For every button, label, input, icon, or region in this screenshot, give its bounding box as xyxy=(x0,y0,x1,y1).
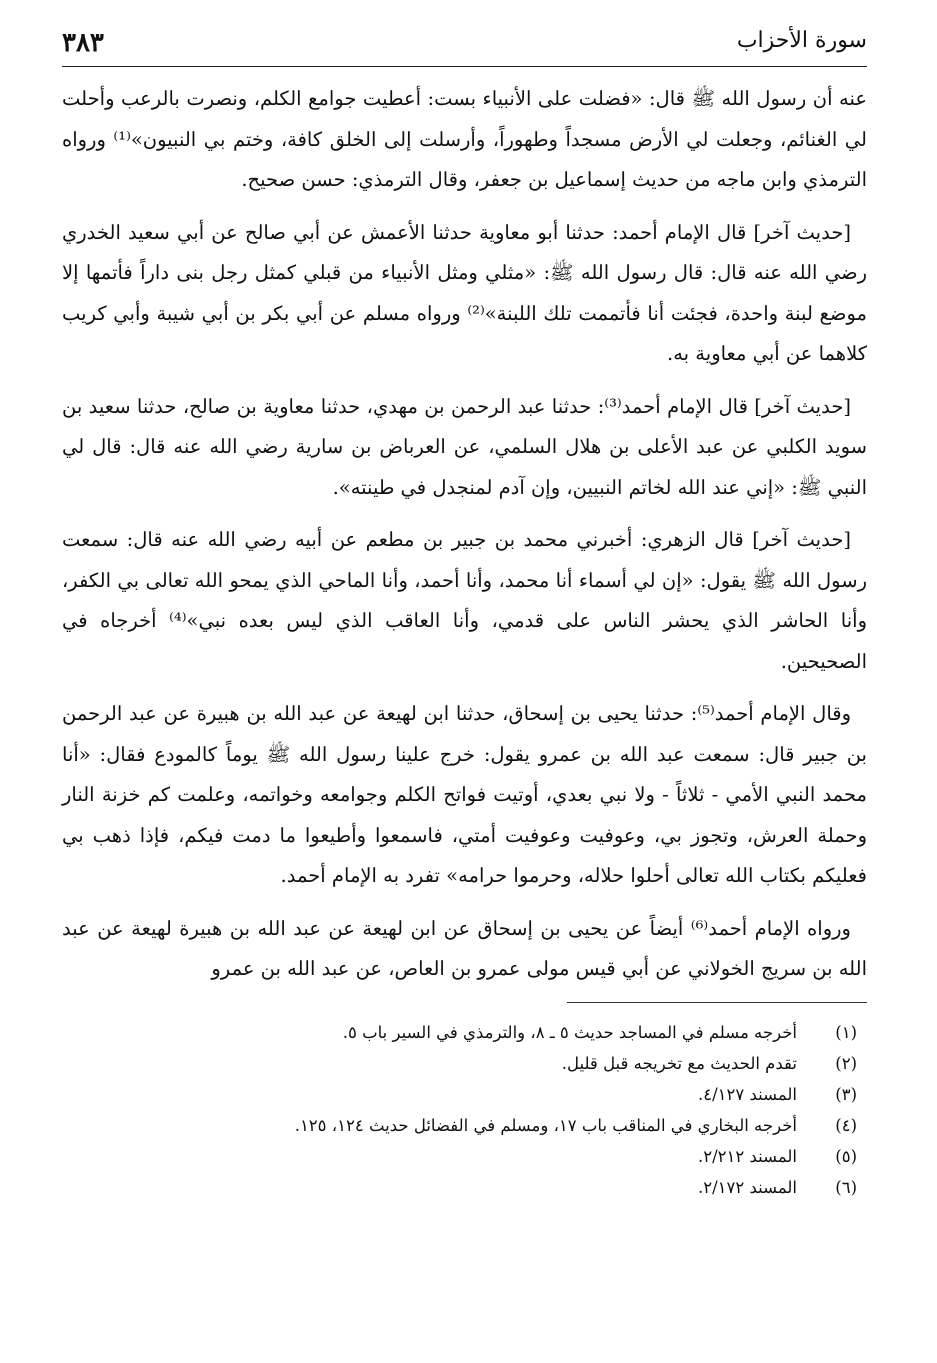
footnote-number: (٣) xyxy=(835,1084,857,1104)
footnote-text: المسند ٢/٢١٢. xyxy=(697,1146,797,1166)
footnote-number: (٥) xyxy=(835,1146,857,1166)
footnote-text: أخرجه البخاري في المناقب باب ١٧، ومسلم في الفضائل حديث ١٢٤، ١٢٥. xyxy=(294,1115,797,1135)
page-header xyxy=(62,22,867,67)
paragraph: ورواه الإمام أحمد⁽⁶⁾ أيضاً عن يحيى بن إسحاق عن ابن لهيعة عن عبد الله بن هبيرة لهيعة عن عبد الله بن سريج الخولاني عن أبي قيس مولى عمرو بن العاص، عن عبد الله بن عمرو xyxy=(62,916,867,980)
footnote-text: المسند ٢/١٧٢. xyxy=(697,1177,797,1197)
footnote-text: أخرجه مسلم في المساجد حديث ٥ ـ ٨، والترمذي في السير باب ٥. xyxy=(342,1022,797,1042)
paragraph: [حديث آخر] قال الإمام أحمد: حدثنا أبو معاوية حدثنا الأعمش عن أبي صالح عن أبي سعيد الخدري رضي الله عنه قال: قال رسول الله ﷺ: «مثلي ومثل الأنبياء من قبلي كمثل رجل بنى داراً فأتمها إلا موضع لبنة واحدة، فجئت أنا فأتممت تلك اللبنة»⁽²⁾ ورواه مسلم عن أبي بكر بن أبي شيبة وأبي كريب كلاهما عن أبي معاوية به. xyxy=(62,220,867,365)
paragraph: وقال الإمام أحمد⁽⁵⁾: حدثنا يحيى بن إسحاق، حدثنا ابن لهيعة عن عبد الله بن هبيرة عن عبد الرحمن بن جبير قال: سمعت عبد الله بن عمرو يقول: خرج علينا رسول الله ﷺ يوماً كالمودع فقال: «أنا محمد النبي الأمي - ثلاثاً - ولا نبي بعدي، أوتيت فواتح الكلم وجوامعه وخواتمه، وعلمت كم خزنة النار وحملة العرش، وتجوز بي، وعوفيت وعوفيت أمتي، فاسمعوا وأطيعوا ما دمت فيكم، فإذا ذهب بي فعليكم بكتاب الله تعالى أحلوا حلاله، وحرموا حرامه» تفرد به الإمام أحمد. xyxy=(62,702,867,887)
footnote-text: تقدم الحديث مع تخريجه قبل قليل. xyxy=(561,1053,797,1073)
footnote-item xyxy=(62,1017,867,1048)
footnote-number: (٤) xyxy=(835,1115,857,1135)
main-text xyxy=(62,79,867,990)
surah-title: سورة الأحزاب xyxy=(736,28,867,53)
book-page xyxy=(62,22,867,1342)
footnote-item xyxy=(62,1110,867,1141)
footnote-text: المسند ٤/١٢٧. xyxy=(697,1084,797,1104)
paragraph: [حديث آخر] قال الزهري: أخبرني محمد بن جبير بن مطعم عن أبيه رضي الله عنه قال: سمعت رسول الله ﷺ يقول: «إن لي أسماء أنا محمد، وأنا أحمد، وأنا الماحي الذي يمحو الله تعالى بي الكفر، وأنا الحاشر الذي يحشر الناس على قدمي، وأنا العاقب الذي ليس بعده نبي»⁽⁴⁾ أخرجاه في الصحيحين. xyxy=(62,528,867,673)
footnote-item xyxy=(62,1048,867,1079)
paragraph: عنه أن رسول الله ﷺ قال: «فضلت على الأنبياء بست: أعطيت جوامع الكلم، ونصرت بالرعب وأحلت لي الغنائم، وجعلت لي الأرض مسجداً وطهوراً، وأرسلت إلى الخلق كافة، وختم بي النبيون»⁽¹⁾ ورواه الترمذي وابن ماجه من حديث إسماعيل بن جعفر، وقال الترمذي: حسن صحيح. xyxy=(62,87,868,191)
footnote-item xyxy=(62,1172,867,1203)
footnote-number: (٢) xyxy=(835,1053,857,1073)
footnote-item xyxy=(62,1141,867,1172)
footnote-number: (٦) xyxy=(835,1177,857,1197)
footnote-item xyxy=(62,1079,867,1110)
footnote-number: (١) xyxy=(835,1022,857,1042)
page-number: ٣٨٣ xyxy=(62,28,104,58)
footnote-separator xyxy=(567,1002,867,1003)
paragraph: [حديث آخر] قال الإمام أحمد⁽³⁾: حدثنا عبد الرحمن بن مهدي، حدثنا معاوية بن صالح، حدثنا سعيد بن سويد الكلبي عن عبد الأعلى بن هلال السلمي، عن العرباض بن سارية رضي الله عنه قال: قال لي النبي ﷺ: «إني عند الله لخاتم النبيين، وإن آدم لمنجدل في طينته». xyxy=(62,394,867,499)
footnotes xyxy=(62,1017,867,1203)
